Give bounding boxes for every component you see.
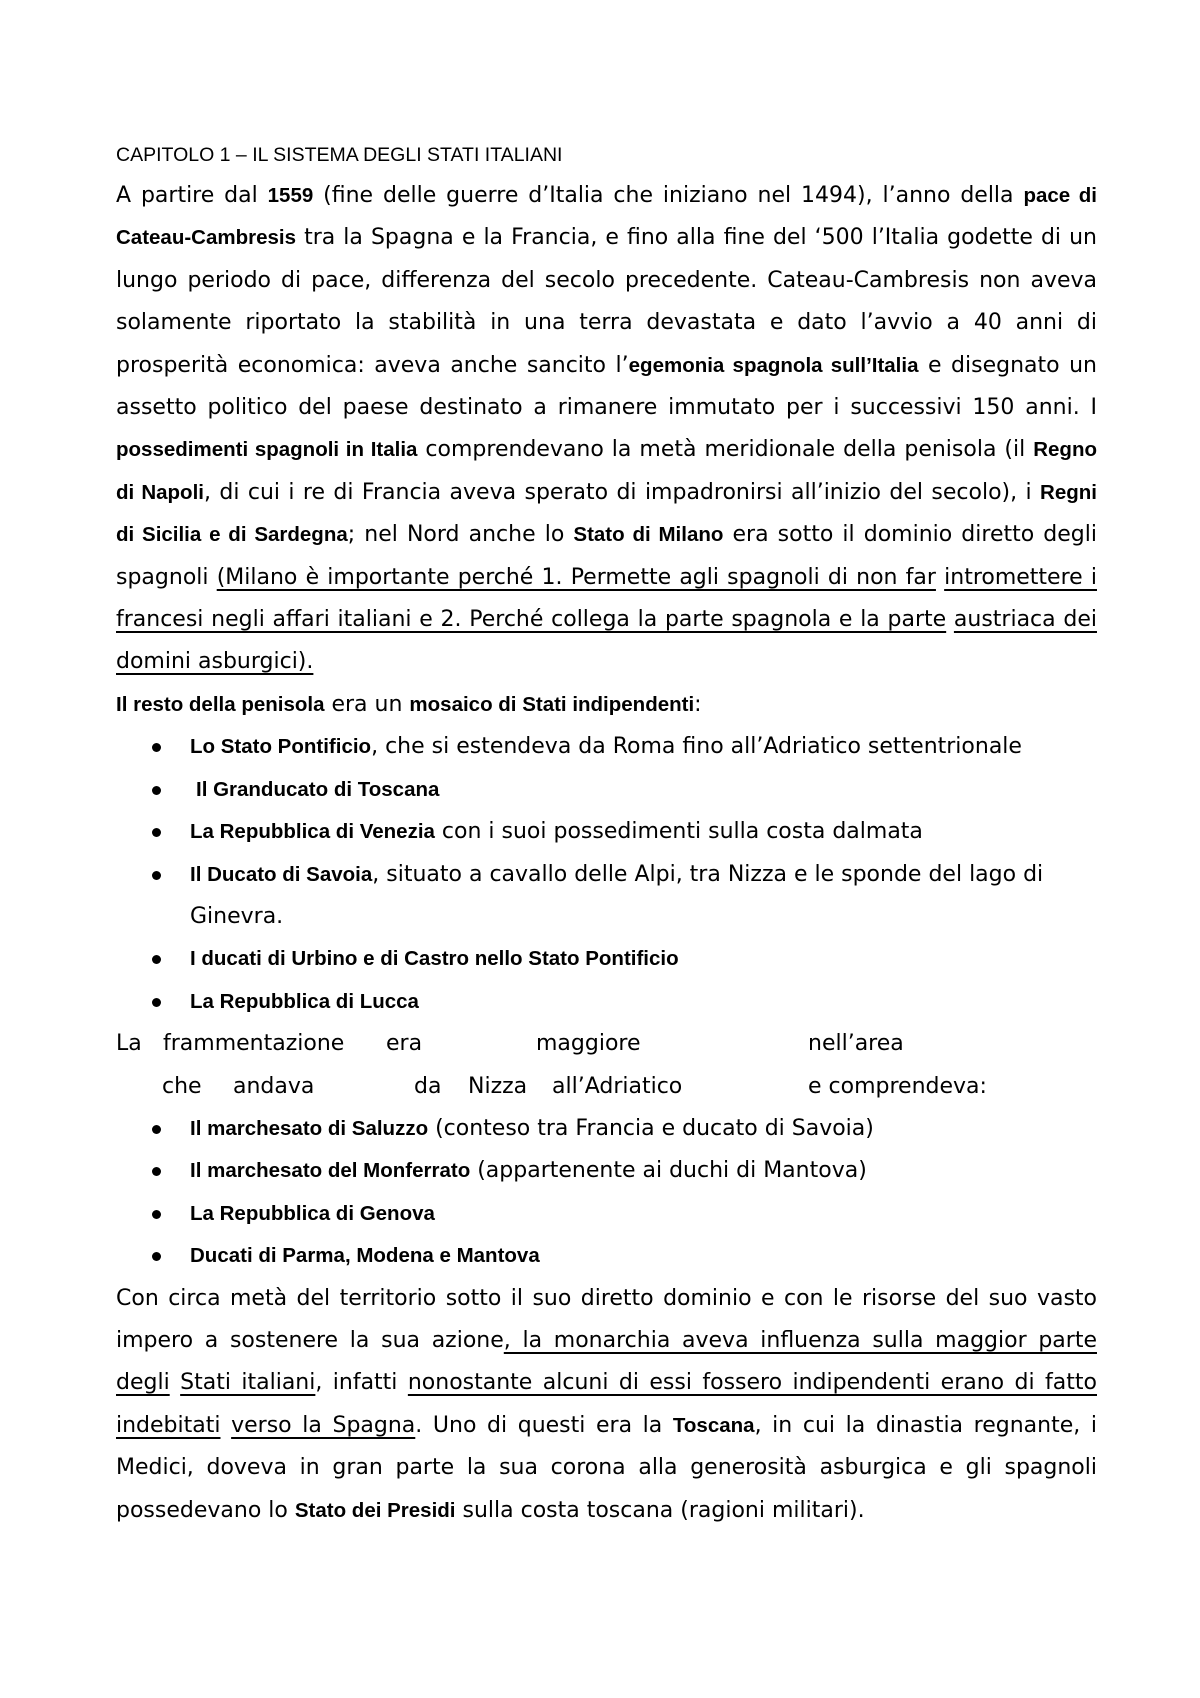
text-run: sulla costa toscana (ragioni militari).: [455, 1497, 865, 1523]
list-item: [116, 981, 1097, 1023]
bold-run: pace di Cateau-Cambresis: [116, 184, 1097, 250]
bold-run: Toscana: [672, 1413, 755, 1437]
bullet-icon: [152, 786, 161, 795]
word: frammentazione: [163, 1031, 345, 1057]
paragraph-intro: [116, 175, 1097, 684]
bullet-icon: [152, 1167, 161, 1176]
bullet-icon: [152, 1252, 161, 1261]
bold-run: La Repubblica di Venezia: [190, 820, 435, 844]
word: che: [162, 1073, 202, 1099]
text-run: [946, 607, 954, 632]
text-run: :: [694, 691, 702, 717]
underlined-run: , la monarchia aveva influenza sulla maggior parte degli: [116, 1327, 1097, 1396]
bullet-icon: [152, 955, 161, 964]
list-item: [116, 854, 1097, 939]
text-run: e disegnato un assetto politico del paese destinato a rimanere immutato per i successivi 150 anni. I: [116, 352, 1097, 421]
bold-run: I ducati di Urbino e di Castro nello Stato Pontificio: [190, 947, 679, 971]
text-run: ; nel Nord anche lo: [347, 522, 574, 548]
word: da: [414, 1073, 442, 1099]
bullet-icon: [152, 828, 161, 837]
fragmentation-paragraph: [116, 1023, 1097, 1108]
text-run: , in cui la dinastia regnante, i Medici, doveva in gran parte la sua corona alla generosità asburgica e gli spagnoli possedevano lo: [116, 1412, 1097, 1523]
list-item: [116, 1235, 1097, 1277]
text-run: (fine delle guerre d’Italia che iniziano nel 1494), l’anno della: [313, 183, 1024, 208]
list-item: [116, 1193, 1097, 1235]
bold-run: Stato dei Presidi: [294, 1498, 456, 1522]
list-item: [116, 938, 1097, 980]
text-run: , infatti: [315, 1370, 408, 1396]
text-run: era sotto il dominio diretto degli spagnoli: [116, 522, 1097, 590]
list-item: [116, 811, 1097, 853]
underlined-run: intromettere i francesi negli affari italiani e 2. Perché collega la parte spagnola e la parte: [116, 564, 1097, 633]
word: era: [386, 1031, 423, 1057]
text-run: , di cui i re di Francia aveva sperato di impadronirsi all’inizio del secolo), i: [203, 479, 1041, 505]
text-run: (appartenente ai duchi di Mantova): [470, 1158, 867, 1184]
bold-run: Regno di Napoli: [116, 438, 1097, 504]
list-item: [116, 769, 1097, 811]
fragmentation-list: [116, 1108, 1097, 1278]
text-run: [170, 1370, 180, 1395]
bold-run: Il Granducato di Toscana: [196, 777, 440, 801]
word: La: [116, 1031, 142, 1057]
text-run: [220, 1413, 231, 1438]
document-body: [116, 138, 1097, 1532]
bullet-icon: [152, 1125, 161, 1134]
bullet-icon: [152, 998, 161, 1007]
bold-run: Stato di Milano: [573, 523, 724, 547]
bold-run: Il marchesato del Monferrato: [190, 1159, 471, 1183]
text-run: con i suoi possedimenti sulla costa dalmata: [434, 819, 923, 845]
bold-run: Regni di Sicilia e di Sardegna: [116, 480, 1097, 547]
bullet-icon: [152, 871, 161, 880]
states-list: [116, 726, 1097, 1023]
list-item: [116, 1150, 1097, 1192]
paragraph-spanish-influence: [116, 1278, 1097, 1532]
word: all’Adriatico: [552, 1073, 683, 1099]
bold-run: Il Ducato di Savoia: [190, 862, 373, 886]
text-run: A partire dal: [116, 183, 268, 208]
underlined-run: verso la Spagna: [231, 1412, 416, 1438]
list-item: [116, 726, 1097, 768]
bold-run: egemonia spagnola sull’Italia: [628, 353, 919, 377]
text-run: tra la Spagna e la Francia, e fino alla fine del ‘500 l’Italia godette di un lungo periodo di pace, differenza del secolo precedente. Cateau-Cambresis non aveva solamente riportato la stabilità in una terra devastata e dato l’avvio a 40 anni di prosperità economica: aveva anche sancito l’: [116, 225, 1097, 378]
underlined-run: nonostante alcuni di essi fossero indipendenti erano di fatto indebitati: [116, 1370, 1097, 1438]
underlined-run: austriaca dei domini asburgici).: [116, 607, 1097, 675]
paragraph-mosaic: [116, 684, 1097, 726]
text-run: , situato a cavallo delle Alpi, tra Nizza e le sponde del lago di Ginevra.: [190, 861, 1044, 929]
bold-run: La Repubblica di Lucca: [190, 989, 419, 1013]
bold-run: possedimenti spagnoli in Italia: [116, 438, 418, 462]
text-run: . Uno di questi era la: [415, 1412, 673, 1438]
word: nell’area: [808, 1031, 904, 1057]
bullet-icon: [152, 1210, 161, 1219]
bold-run: Lo Stato Pontificio: [190, 735, 372, 759]
underlined-run: (Milano è importante perché 1. Permette agli spagnoli di non far: [216, 564, 936, 590]
bold-run: Ducati di Parma, Modena e Mantova: [190, 1244, 540, 1268]
bold-run: La Repubblica di Genova: [190, 1201, 435, 1225]
word: Nizza: [468, 1073, 528, 1099]
bold-run: Il marchesato di Saluzzo: [190, 1116, 429, 1140]
text-run: era un: [324, 691, 410, 717]
word: maggiore: [536, 1031, 641, 1057]
bold-run: 1559: [267, 184, 314, 207]
chapter-heading: CAPITOLO 1 – IL SISTEMA DEGLI STATI ITALIANI: [116, 144, 563, 166]
text-run: , che si estendeva da Roma fino all’Adriatico settentrionale: [371, 734, 1022, 760]
bold-run: mosaico di Stati indipendenti: [409, 692, 695, 716]
text-run: Con circa metà del territorio sotto il suo diretto dominio e con le risorse del suo vasto impero a sostenere la sua azione: [116, 1285, 1097, 1353]
word: andava: [233, 1073, 315, 1099]
text-run: (conteso tra Francia e ducato di Savoia): [428, 1115, 874, 1141]
bold-run: Il resto della penisola: [116, 692, 325, 716]
bullet-icon: [152, 743, 161, 752]
word: e comprendeva:: [808, 1073, 987, 1099]
underlined-run: Stati italiani: [180, 1370, 316, 1396]
text-run: [936, 565, 944, 590]
list-item: [116, 1108, 1097, 1150]
text-run: comprendevano la metà meridionale della penisola (il: [417, 437, 1034, 463]
